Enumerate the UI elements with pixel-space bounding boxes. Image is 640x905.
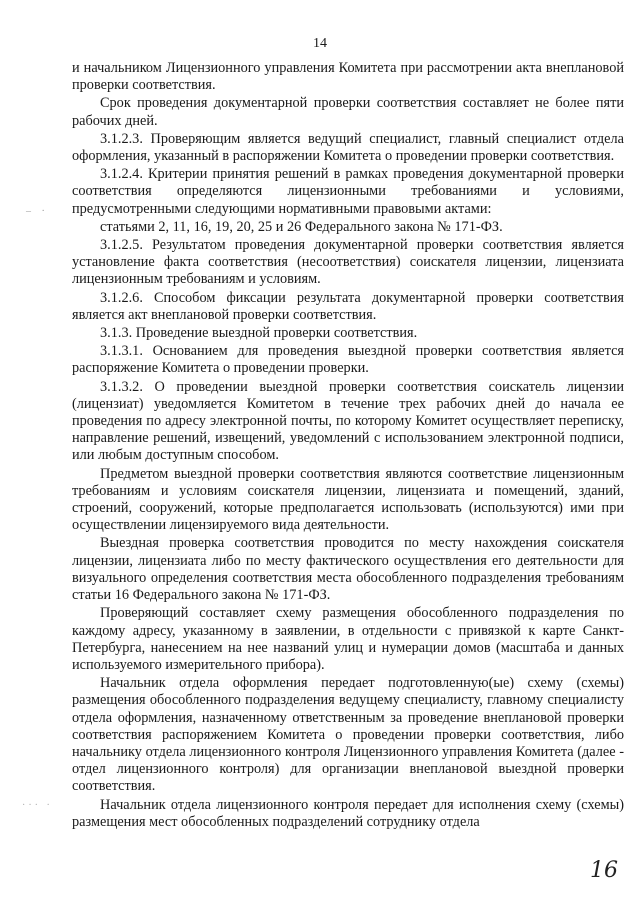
paragraph: статьями 2, 11, 16, 19, 20, 25 и 26 Федерального закона № 171-ФЗ.: [100, 218, 503, 235]
paragraph: 3.1.3.1. Основанием для проведения выездной проверки соответствия является распоряжение Комитета о проведении проверки.: [72, 343, 624, 377]
paragraph: и начальником Лицензионного управления Комитета при рассмотрении акта внеплановой проверки соответствия.: [72, 60, 624, 94]
paragraph: 3.1.3.2. О проведении выездной проверки соответствия соискатель лицензии (лицензиат) уведомляется Комитетом в течение трех рабочих дней до начала ее проведения по адресу электронной почты, по которому Комитет осуществляет переписку, направление решений, извещений, уведомлений с использованием электронной подписи, или любым доступным способом.: [72, 378, 624, 464]
paragraph: 3.1.2.3. Проверяющим является ведущий специалист, главный специалист отдела оформления, указанный в распоряжении Комитета о проведении проверки соответствия.: [72, 130, 624, 165]
handwritten-page-number: 16: [590, 858, 618, 883]
page-number: 14: [313, 36, 327, 51]
paragraph: 3.1.2.6. Способом фиксации результата документарной проверки соответствия является акт внеплановой проверки соответствия.: [72, 289, 624, 323]
margin-scan-marks: ‒ ·: [26, 206, 49, 217]
margin-scan-marks-lower: ··· ·: [22, 800, 53, 811]
document-body: [72, 60, 624, 832]
paragraph: 3.1.2.5. Результатом проведения документарной проверки соответствия является установление факта соответствия (несоответствия) соискателя лицензии, лицензиата лицензионным требованиям и условиям.: [72, 237, 624, 288]
paragraph: Начальник отдела лицензионного контроля передает для исполнения схему (схемы) размещения мест обособленных подразделений сотруднику отдела: [72, 796, 624, 830]
paragraph: 3.1.2.4. Критерии принятия решений в рамках проведения документарной проверки соответствия определяются лицензионными требованиями и условиями, предусмотренными следующими нормативными правовыми актами:: [72, 166, 624, 217]
paragraph: Срок проведения документарной проверки соответствия составляет не более пяти рабочих дней.: [72, 95, 624, 129]
paragraph: 3.1.3. Проведение выездной проверки соответствия.: [100, 325, 418, 342]
paragraph: Выездная проверка соответствия проводится по месту нахождения соискателя лицензии, лицензиата либо по месту фактического осуществления его деятельности для визуального определения соответствия места обособленного подразделения требованиям статьи 16 Федерального закона № 171-ФЗ.: [72, 535, 624, 604]
paragraph: Проверяющий составляет схему размещения обособленного подразделения по каждому адресу, указанному в заявлении, в отдельности с привязкой к карте Санкт-Петербурга, нанесением на нее названий улиц и нумерации домов (масштаба и данных используемого измерительного прибора).: [72, 605, 624, 673]
paragraph: Начальник отдела оформления передает подготовленную(ые) схему (схемы) размещения обособленного подразделения ведущему специалисту, главному специалисту отдела оформления, назначенному ответственным за проведение внеплановой проверки соответствия распоряжением Комитета о проведении проверки соответствия, либо начальнику отдела лицензионного контроля Лицензионного управления Комитета (далее - отдел лицензионного контроля) для организации внеплановой выездной проверки соответствия.: [72, 675, 624, 795]
paragraph: Предметом выездной проверки соответствия являются соответствие лицензионным требованиям и условиям соискателя лицензии, лицензиата и помещений, зданий, строений, сооружений, которые предполагается использовать (используются) ими при осуществлении лицензируемого вида деятельности.: [72, 465, 624, 534]
